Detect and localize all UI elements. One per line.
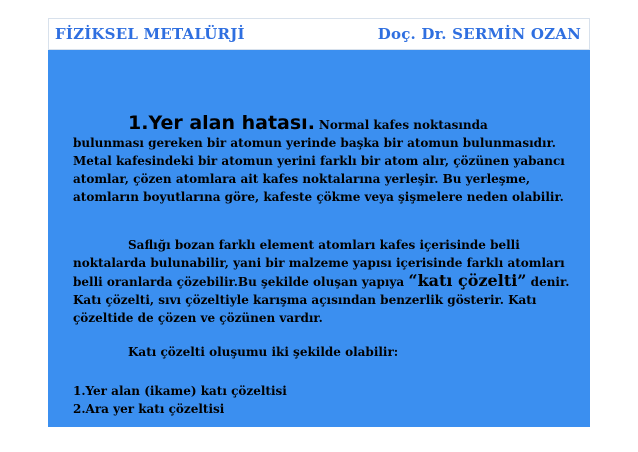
list-item: 1.Yer alan (ikame) katı çözeltisi bbox=[73, 384, 287, 398]
solid-solution-term: “katı çözelti” bbox=[408, 271, 527, 290]
paragraph-solid-solution-start: Saflığı bozan farklı element atomları kafes içerisinde belli noktalarda bulunabilir, yani bir malzeme yapısı içerisinde farklı atomları belli oranlarda çözebilir.Bu şekilde oluşan yapıya bbox=[73, 238, 565, 289]
author-name: Doç. Dr. SERMİN OZAN bbox=[377, 25, 581, 43]
heading-continuation: Normal kafes noktasında bbox=[318, 118, 488, 132]
paragraph-definition: bulunması gereken bir atomun yerinde başka bir atomun bulunmasıdır. Metal kafesindeki bir atomun yerini farklı bir atom alır, çözünen yabancı atomlar, çözen atomlara ait kafes noktalarına yerleşir. Bu yerleşme, atomların boyutlarına göre, kafeste çökme veya şişmelere neden olabilir. bbox=[73, 136, 565, 204]
solution-type-list bbox=[73, 382, 287, 418]
paragraph-solid-solution bbox=[73, 236, 573, 327]
heading-title: 1.Yer alan hatası. bbox=[128, 112, 315, 134]
content-panel bbox=[48, 50, 590, 427]
course-title: FİZİKSEL METALÜRJİ bbox=[55, 25, 245, 43]
paragraph-solid-solution-end: denir. Katı çözelti, sıvı çözeltiyle karışma açısından benzerlik gösterir. Katı çözeltide de çözen ve çözünen vardır. bbox=[73, 275, 570, 325]
section-heading bbox=[128, 114, 488, 134]
paragraph-formation: Katı çözelti oluşumu iki şekilde olabilir: bbox=[128, 345, 399, 359]
slide-header bbox=[48, 18, 590, 50]
list-item: 2.Ara yer katı çözeltisi bbox=[73, 402, 225, 416]
